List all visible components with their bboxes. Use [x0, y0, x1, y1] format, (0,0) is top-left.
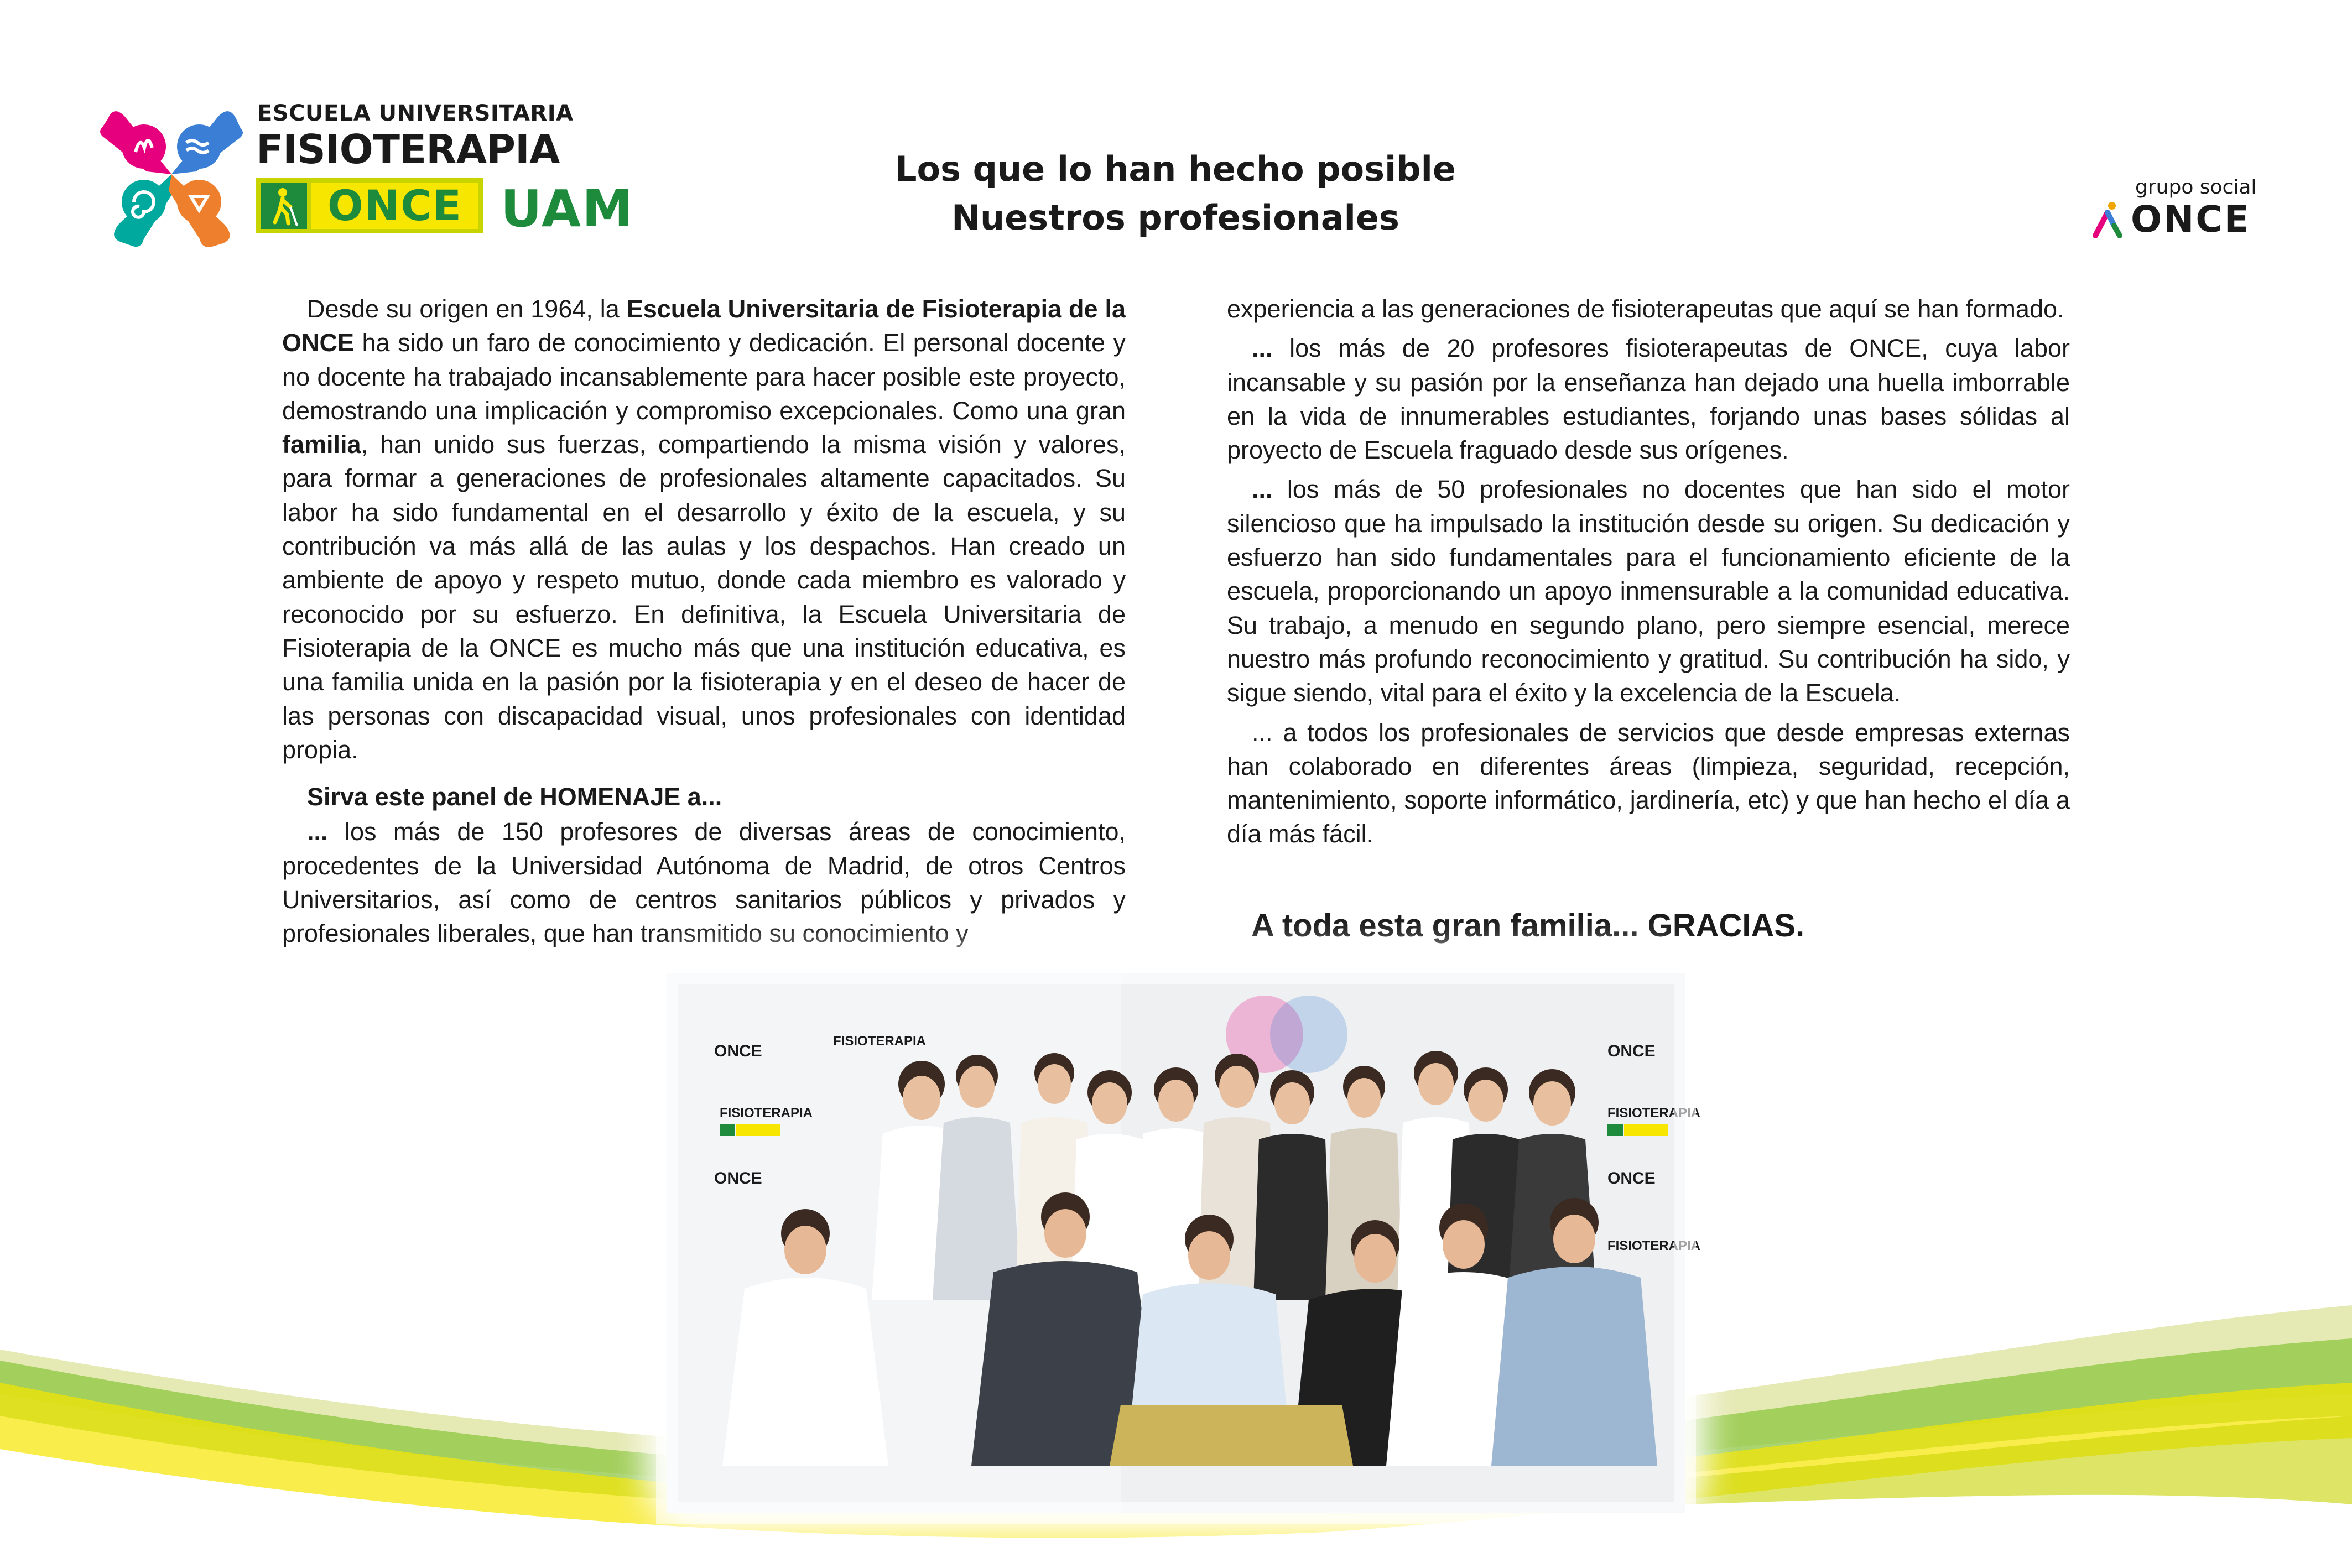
escuela-logo [91, 94, 634, 254]
services-paragraph: ... a todos los profesionales de servicios que desde empresas externas han colaborado en diferentes áreas (limpieza, seguridad, recepción, mantenimiento, soporte informático, jardinería, etc) y que han hecho el día a día más fácil. [1227, 718, 2070, 848]
ellipsis: ... [1252, 334, 1273, 363]
intro-text-c: ha sido un faro de conocimiento y dedicación. El personal docente y no docente ha trabajado incansablemente para hacer posible este proyecto, demostrando una implicación y compromiso excepcionales. Como una gran [282, 329, 1126, 425]
right-text-column [1227, 292, 2070, 851]
fisioterapia-text: FISIOTERAPIA [256, 126, 560, 173]
intro-school-name: Escuela Universitaria de Fisioterapia de la ONCE [282, 295, 1126, 357]
intro-paragraph [282, 292, 1126, 767]
escuela-text: ESCUELA UNIVERSITARIA [257, 101, 574, 126]
professors-paragraph-cont: experiencia a las generaciones de fisioterapeutas que aquí se han formado. [1227, 295, 2064, 323]
walking-cane-icon [261, 183, 307, 229]
backdrop-fisio-1: FISIOTERAPIA [833, 1034, 927, 1049]
page-title [774, 145, 1576, 242]
group-photo-illustration [667, 973, 1701, 1513]
grupo-social-once-logo [2091, 176, 2262, 241]
professors-text: los más de 150 profesores de diversas áreas de conocimiento, procedentes de la Universidad Autónoma de Madrid, de otros Centros Universitarios, así como de centros sanitarios públicos y privados y profesionales liberales, que han transmitido su conocimiento y [282, 817, 1126, 948]
intro-text-e: , han unido sus fuerzas, compartiendo la misma visión y valores, para formar a generaciones de profesionales altamente capacitados. Su labor ha sido fundamental en el desarrollo y éxito de la escuela, y su contribución va más allá de las aulas y los despachos. Han creado un ambiente de apoyo y respeto mutuo, donde cada miembro es valorado y reconocido por su esfuerzo. En definitiva, la Escuela Universitaria de Fisioterapia de la ONCE es mucho más que una institución educativa, es una familia unida en la pasión por la fisioterapia y en el deseo de hacer de las personas con discapacidad visual, unos profesionales con identidad propia. [282, 430, 1126, 764]
left-text-column [282, 292, 1126, 951]
backdrop-once-3: ONCE [1607, 1042, 1656, 1060]
group-photo [667, 973, 1701, 1513]
title-line-2: Nuestros profesionales [951, 197, 1399, 238]
backdrop-fisio-4: FISIOTERAPIA [1607, 1238, 1701, 1253]
grupo-social-text: grupo social [2135, 176, 2257, 199]
backdrop-fisio-3: FISIOTERAPIA [1607, 1106, 1701, 1121]
once-wordmark: ONCE [311, 183, 478, 229]
ellipsis: ... [1252, 475, 1273, 504]
once-physio-text: los más de 20 profesores fisioterapeutas de ONCE, cuya labor incansable y su pasión por la enseñanza han dejado una huella imborrable en la vida de innumerables estudiantes, forjando unas bases sólidas al proyecto de Escuela fraguado desde sus orígenes. [1227, 334, 2070, 465]
intro-familia: familia [282, 430, 361, 459]
non-teaching-paragraph [1227, 472, 2070, 710]
thanks-heading: A toda esta gran familia... GRACIAS. [1251, 908, 1805, 944]
non-teaching-text: los más de 50 profesionales no docentes que han sido el motor silencioso que ha impulsado la institución desde su origen. Su dedicación y esfuerzo han sido fundamentales para el funcionamiento eficiente de la escuela, proporcionando un apoyo inmensurable a la comunidad educativa. Su trabajo, a menudo en segundo plano, pero siempre esencial, merece nuestro más profundo reconocimiento y gratitud. Su contribución ha sido, y sigue siendo, vital para el éxito y la excelencia de la Escuela. [1227, 475, 2070, 707]
backdrop-once-2: ONCE [714, 1169, 762, 1187]
professors-paragraph [282, 815, 1126, 950]
homage-heading: Sirva este panel de HOMENAJE a... [307, 783, 722, 811]
backdrop-once-4: ONCE [1607, 1169, 1656, 1187]
backdrop-once-1: ONCE [714, 1042, 762, 1060]
intro-text-a: Desde su origen en 1964, la [307, 295, 627, 323]
ellipsis: ... [307, 817, 328, 846]
grupo-social-mark-icon [2091, 200, 2130, 239]
grupo-social-once-word: ONCE [2131, 198, 2251, 241]
title-line-1: Los que lo han hecho posible [895, 149, 1456, 189]
once-badge [256, 178, 483, 233]
backdrop-fisio-2: FISIOTERAPIA [720, 1106, 813, 1121]
once-physio-paragraph [1227, 331, 2070, 467]
colored-hands-icon [91, 94, 252, 254]
uam-wordmark: UAM [501, 179, 634, 238]
